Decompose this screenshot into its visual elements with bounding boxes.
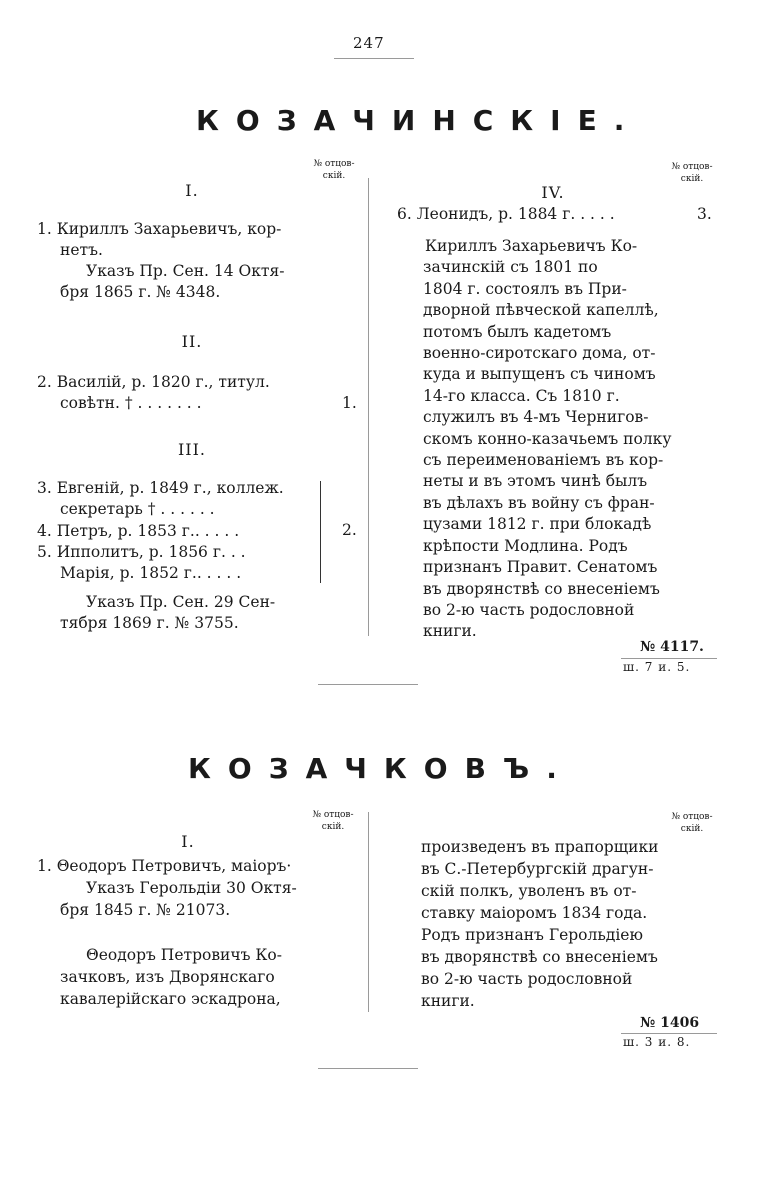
generation-3-entries xyxy=(37,478,284,584)
entry-leonid: 6. Леонидъ, р. 1884 г. . . . . xyxy=(397,205,615,223)
section1-generation-3: III. xyxy=(177,440,207,459)
entry-vasily-otch: 1. xyxy=(342,394,357,412)
section-separator xyxy=(318,684,418,685)
entry-feodor: 1. Θеодоръ Петровичъ, маіоръ· Указъ Герольдіи 30 Октя- бря 1845 г. № 21073. xyxy=(37,857,297,919)
bio-kozachkov-left: Θеодоръ Петровичъ Ко- зачковъ, изъ Дворянскаго кавалерійскаго эскадрона, xyxy=(60,946,282,1008)
bio-kozachinsky: Кириллъ Захарьевичъ Ко- зачинскій съ 1801 по 1804 г. состоялъ въ При- дворной пѣвческой капеллѣ, потомъ былъ кадетомъ военно-сиротскаго дома, от- куда и выпущенъ съ чиномъ 14-го класса. Съ 1810 г. служилъ въ 4-мъ Чернигов- скомъ конно-казачьемъ полку съ переименованіемъ въ кор- неты и въ этомъ чинѣ былъ въ дѣлахъ въ войну съ фран- цузами 1812 г. при блокадѣ крѣпости Модлина. Родъ признанъ Правит. Сенатомъ въ дворянствѣ со внесеніемъ во 2-ю часть родословной книги. xyxy=(423,237,672,641)
page-number-rule xyxy=(334,58,414,59)
generation-3-otch: 2. xyxy=(342,521,357,539)
section1-title: КОЗАЧИНСКІЕ. xyxy=(196,104,642,137)
bio-kozachkov-right: произведенъ въ прапорщики въ С.-Петербургскій драгун- скій полкъ, уволенъ въ от- ставку маіоромъ 1834 года. Родъ признанъ Герольдіею въ дворянствѣ со внесеніемъ во 2-ю часть родословной книги. xyxy=(421,838,659,1010)
section1-reference: ш. 7 и. 5. xyxy=(623,660,691,674)
section2-reference: ш. 3 и. 8. xyxy=(623,1035,691,1049)
entry-kirill: 1. Кириллъ Захарьевичъ, кор- нетъ. xyxy=(37,220,282,259)
section2-col-label-left: № отцов- скій. xyxy=(312,810,354,832)
section1-number-rule xyxy=(621,658,717,659)
entry-maria: Марія, р. 1852 г.. . . . . xyxy=(60,564,242,583)
section2-record-number: № 1406 xyxy=(640,1015,700,1031)
ukaz-1869: Указъ Пр. Сен. 29 Сен- тября 1869 г. № 3755. xyxy=(60,593,276,632)
entry-leonid-otch: 3. xyxy=(697,205,712,223)
entry-evgeny-cont: секретарь † . . . . . . xyxy=(60,500,215,519)
generation-3-brace xyxy=(316,481,321,583)
section1-col-label-right: № отцов- скій. xyxy=(671,162,713,184)
section1-generation-1: I. xyxy=(185,181,199,200)
entry-petr: 4. Петръ, р. 1853 г.. . . . . xyxy=(37,521,240,540)
section1-record-number: № 4117. xyxy=(640,639,704,655)
page-number: 247 xyxy=(353,34,385,52)
section1-generation-2: II. xyxy=(181,332,203,351)
ukaz-1865: Указъ Пр. Сен. 14 Октя- бря 1865 г. № 4348. xyxy=(60,262,285,301)
section1-generation-4: IV. xyxy=(541,183,565,202)
section2-number-rule xyxy=(621,1033,717,1034)
section2-generation-1: I. xyxy=(181,832,195,851)
section2-title: КОЗАЧКОВЪ. xyxy=(188,752,574,785)
entry-evgeny: 3. Евгеній, р. 1849 г., коллеж. xyxy=(37,479,284,497)
section2-column-divider xyxy=(368,812,369,1012)
section2-col-label-right: № отцов- скій. xyxy=(671,812,713,834)
section1-col-label-left: № отцов- скій. xyxy=(313,159,355,181)
bottom-separator xyxy=(318,1068,418,1069)
section1-column-divider xyxy=(368,178,369,636)
entry-ippolit: 5. Ипполитъ, р. 1856 г. . . xyxy=(37,542,246,561)
entry-vasily: 2. Василій, р. 1820 г., титул. совѣтн. † . . . . . . . xyxy=(37,373,270,412)
